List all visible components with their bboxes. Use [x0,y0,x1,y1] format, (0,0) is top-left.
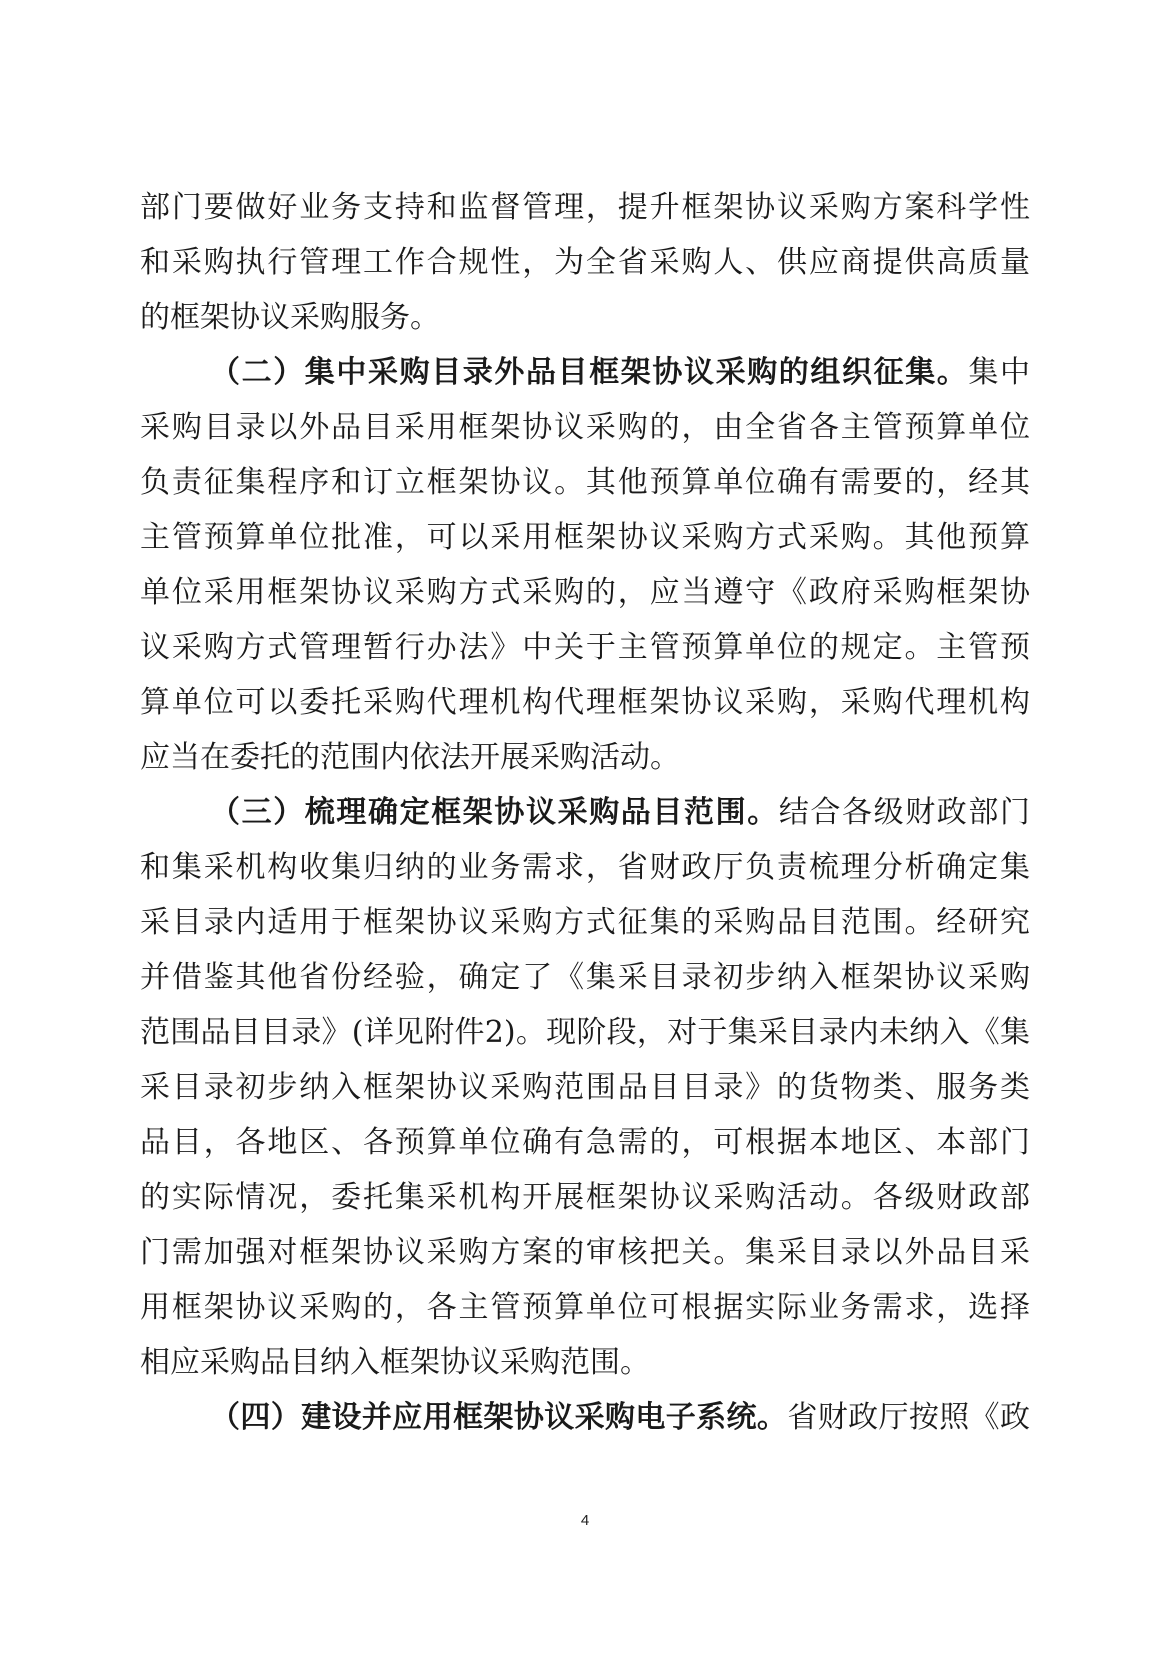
text-line: 和采购执行管理工作合规性，为全省采购人、供应商提供高质量 [140,245,1030,280]
text-line: 应当在委托的范围内依法开展采购活动。 [140,740,680,775]
text-line: 采目录初步纳入框架协议采购范围品目目录》的货物类、服务类 [140,1070,1030,1105]
text-line: 采购目录以外品目采用框架协议采购的，由全省各主管预算单位 [140,410,1030,445]
paragraph [140,1390,1030,1445]
text-line: 的框架协议采购服务。 [140,300,440,335]
text-line: 和集采机构收集归纳的业务需求，省财政厅负责梳理分析确定集 [140,850,1030,885]
text-line: 的实际情况，委托集采机构开展框架协议采购活动。各级财政部 [140,1180,1030,1215]
text-line: 相应采购品目纳入框架协议采购范围。 [140,1345,650,1380]
text-line [140,345,1030,400]
text-line: 部门要做好业务支持和监督管理，提升框架协议采购方案科学性 [140,190,1030,225]
paragraph [140,180,1030,345]
text-line: 门需加强对框架协议采购方案的审核把关。集采目录以外品目采 [140,1235,1030,1270]
section-heading: （二）集中采购目录外品目框架协议采购的组织征集。 [210,355,969,390]
body-text [140,180,1030,1445]
text-line: 并借鉴其他省份经验，确定了《集采目录初步纳入框架协议采购 [140,960,1030,995]
line-text: 省财政厅按照《政 [787,1400,1031,1435]
text-line: 范围品目目录》(详见附件2)。现阶段，对于集采目录内未纳入《集 [140,1015,1030,1050]
paragraph [140,785,1030,1390]
text-line: 算单位可以委托采购代理机构代理框架协议采购，采购代理机构 [140,685,1030,720]
text-line: 采目录内适用于框架协议采购方式征集的采购品目范围。经研究 [140,905,1030,940]
line-text: 结合各级财政部门 [778,795,1031,830]
text-line [140,785,1030,840]
text-line: 用框架协议采购的，各主管预算单位可根据实际业务需求，选择 [140,1290,1030,1325]
text-line [140,1390,1030,1445]
section-heading: （三）梳理确定框架协议采购品目范围。 [210,795,779,830]
line-text: 集中 [968,355,1031,390]
text-line: 负责征集程序和订立框架协议。其他预算单位确有需要的，经其 [140,465,1030,500]
page-number: 4 [580,1512,590,1529]
text-line: 主管预算单位批准，可以采用框架协议采购方式采购。其他预算 [140,520,1030,555]
section-heading: （四）建设并应用框架协议采购电子系统。 [210,1400,788,1435]
text-line: 品目，各地区、各预算单位确有急需的，可根据本地区、本部门 [140,1125,1030,1160]
text-line: 议采购方式管理暂行办法》中关于主管预算单位的规定。主管预 [140,630,1030,665]
text-line: 单位采用框架协议采购方式采购的，应当遵守《政府采购框架协 [140,575,1030,610]
paragraph [140,345,1030,785]
